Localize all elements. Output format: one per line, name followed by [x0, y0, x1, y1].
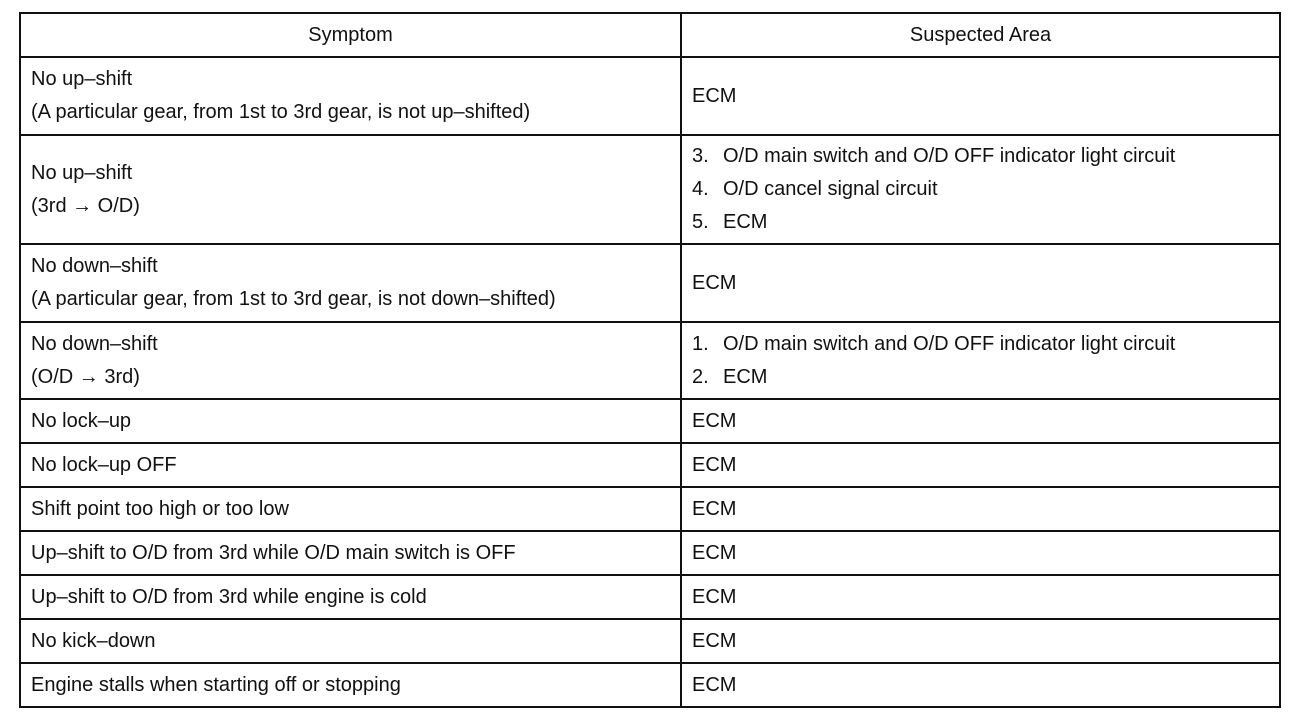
symptom-cell	[20, 57, 681, 135]
symptom-note: (A particular gear, from 1st to 3rd gear, is not down–shifted)	[31, 288, 556, 310]
table-row	[20, 57, 1280, 135]
symptom-cell: Shift point too high or too low	[20, 487, 681, 531]
header-suspected-area: Suspected Area	[681, 13, 1280, 57]
area-cell: ECM	[681, 399, 1280, 443]
symptom-text: No down–shift	[31, 332, 158, 355]
area-list-item	[692, 173, 1269, 206]
area-text: ECM	[692, 84, 737, 107]
item-number: 4.	[692, 178, 709, 200]
symptom-text: No up–shift	[31, 68, 133, 90]
symptom-note: (O/D → 3rd)	[31, 365, 140, 388]
table-row	[20, 244, 1280, 322]
item-number: 5.	[692, 211, 709, 233]
symptom-cell	[20, 135, 681, 244]
symptom-cell: Up–shift to O/D from 3rd while engine is cold	[20, 575, 681, 619]
table-row	[20, 575, 1280, 619]
area-list-item	[692, 140, 1269, 173]
symptom-note: (3rd → O/D)	[31, 194, 140, 217]
area-cell: ECM	[681, 531, 1280, 575]
area-cell: ECM	[681, 619, 1280, 663]
area-list-item	[692, 206, 1269, 239]
area-cell: ECM	[681, 443, 1280, 487]
area-cell	[681, 244, 1280, 322]
diagnosis-table	[19, 12, 1281, 708]
area-text: O/D main switch and O/D OFF indicator light circuit	[723, 145, 1176, 167]
symptom-cell: No lock–up	[20, 399, 681, 443]
table-row	[20, 443, 1280, 487]
item-number: 2.	[692, 365, 709, 388]
area-text: ECM	[692, 271, 737, 294]
symptom-cell	[20, 244, 681, 322]
table-row	[20, 619, 1280, 663]
symptom-text: No down–shift	[31, 255, 158, 277]
area-text: ECM	[723, 365, 768, 388]
table-row	[20, 531, 1280, 575]
area-list-item	[692, 328, 1269, 361]
item-number: 3.	[692, 145, 709, 167]
item-number: 1.	[692, 332, 709, 355]
table-row	[20, 663, 1280, 707]
area-text: O/D main switch and O/D OFF indicator light circuit	[723, 332, 1176, 355]
symptom-cell: Engine stalls when starting off or stopping	[20, 663, 681, 707]
area-cell: ECM	[681, 663, 1280, 707]
symptom-note: (A particular gear, from 1st to 3rd gear, is not up–shifted)	[31, 101, 531, 123]
symptom-text: No up–shift	[31, 161, 133, 184]
area-cell: ECM	[681, 487, 1280, 531]
symptom-cell: No kick–down	[20, 619, 681, 663]
area-cell	[681, 135, 1280, 244]
header-row	[20, 13, 1280, 57]
area-list-item	[692, 361, 1269, 394]
symptom-cell	[20, 322, 681, 399]
header-symptom: Symptom	[20, 13, 681, 57]
area-text: ECM	[723, 211, 768, 233]
symptom-cell: No lock–up OFF	[20, 443, 681, 487]
table-row	[20, 135, 1280, 244]
table-row	[20, 487, 1280, 531]
area-cell: ECM	[681, 575, 1280, 619]
area-cell	[681, 57, 1280, 135]
area-cell	[681, 322, 1280, 399]
table-row	[20, 399, 1280, 443]
symptom-cell: Up–shift to O/D from 3rd while O/D main switch is OFF	[20, 531, 681, 575]
area-text: O/D cancel signal circuit	[723, 178, 938, 200]
table-row	[20, 322, 1280, 399]
